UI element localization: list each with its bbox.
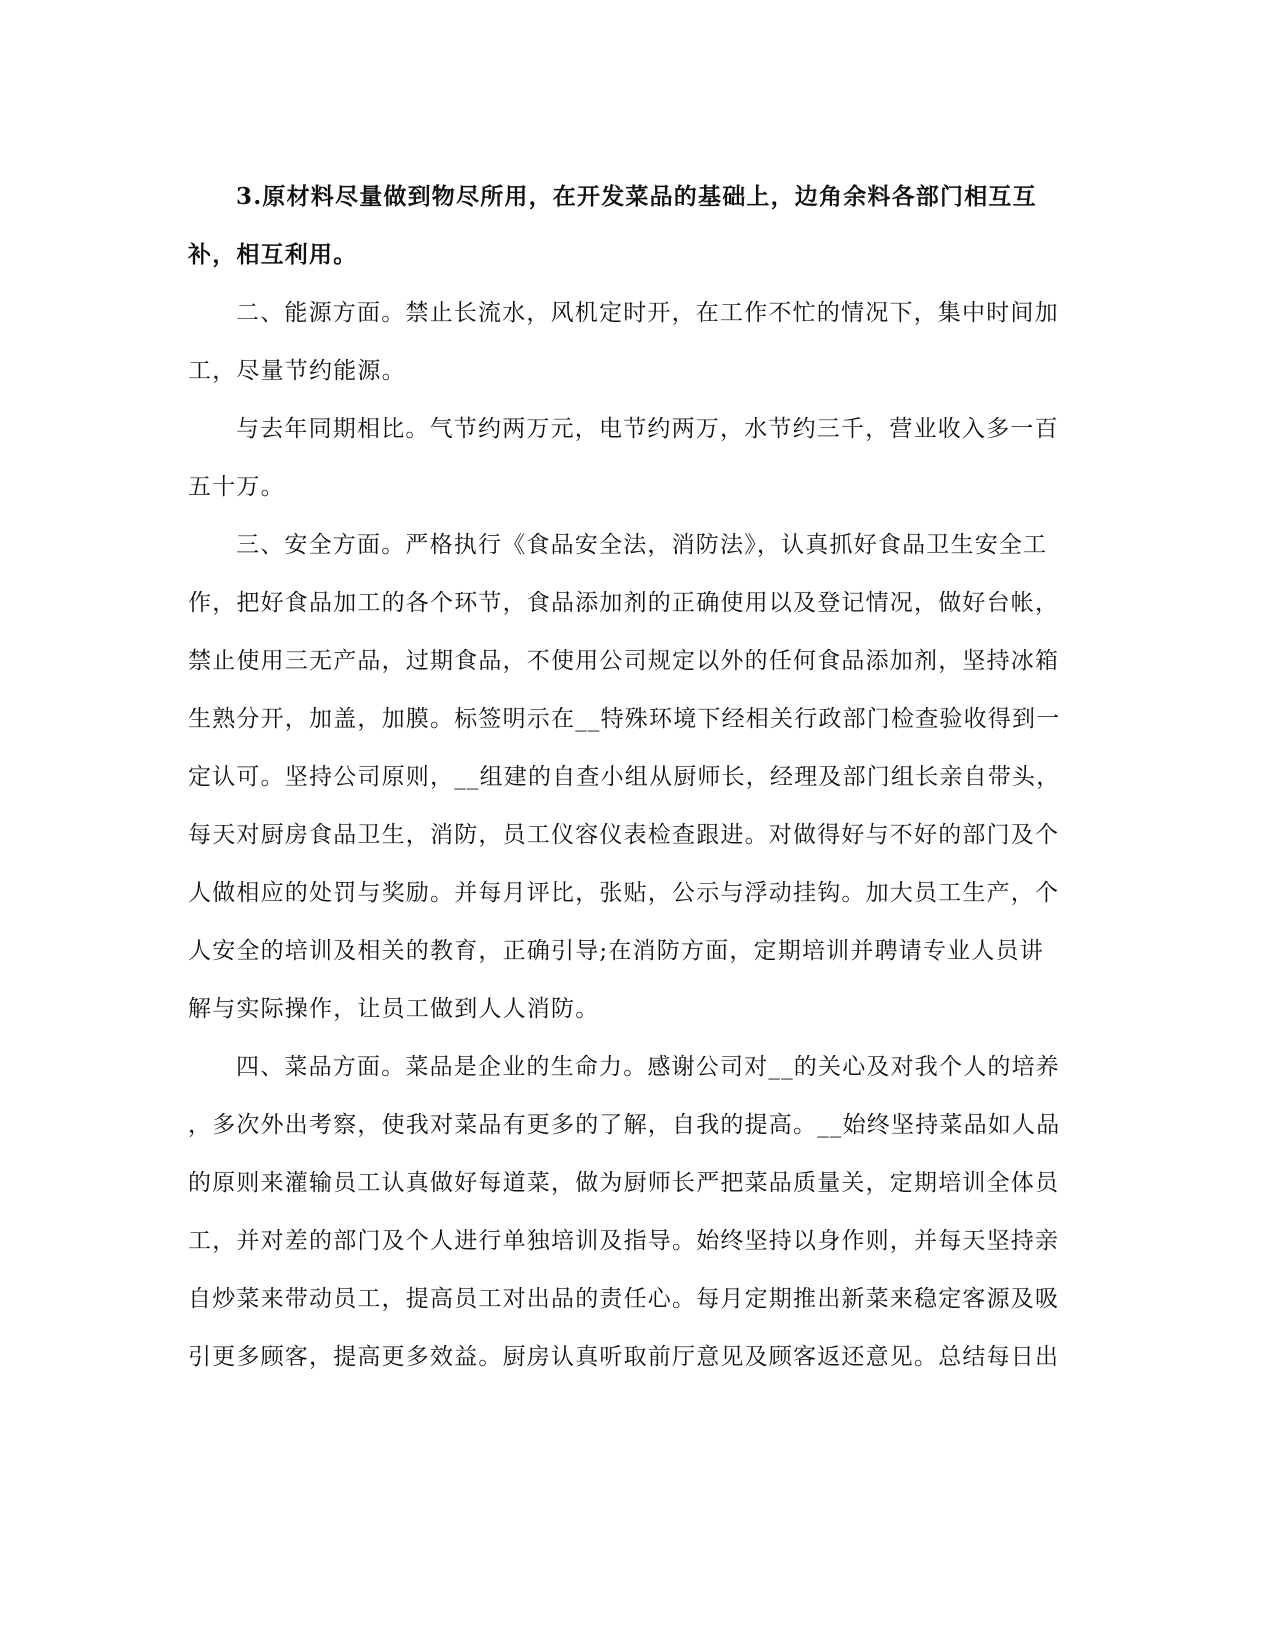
paragraph-comparison — [188, 400, 1088, 516]
text-line: 工，尽量节约能源。 — [188, 358, 406, 384]
text-line: 二、能源方面。禁止长流水，风机定时开，在工作不忙的情况下，集中时间加 — [236, 300, 1059, 326]
text-line: 补，相互利用。 — [188, 241, 358, 268]
text-line: 的原则来灌输员工认真做好每道菜，做为厨师长严把菜品质量关，定期培训全体员 — [188, 1170, 1060, 1196]
paragraph-safety — [188, 516, 1088, 1038]
text-line: 引更多顾客，提高更多效益。厨房认真听取前厅意见及顾客返还意见。总结每日出 — [188, 1344, 1060, 1370]
text-line: 解与实际操作，让员工做到人人消防。 — [188, 996, 600, 1022]
text-line: 每天对厨房食品卫生，消防，员工仪容仪表检查跟进。对做得好与不好的部门及个 — [188, 822, 1060, 848]
text-line: 五十万。 — [188, 474, 285, 500]
text-line: 人做相应的处罚与奖励。并每月评比，张贴，公示与浮动挂钩。加大员工生产，个 — [188, 880, 1060, 906]
text-line: 四、菜品方面。菜品是企业的生命力。感谢公司对__的关心及对我个人的培养 — [236, 1054, 1060, 1080]
text-line: 3.原材料尽量做到物尽所用，在开发菜品的基础上，边角余料各部门相互互 — [236, 183, 1037, 210]
text-line: 生熟分开，加盖，加膜。标签明示在__特殊环境下经相关行政部门检查验收得到一 — [188, 706, 1061, 732]
document-body — [188, 168, 1088, 1386]
text-line: 工，并对差的部门及个人进行单独培训及指导。始终坚持以身作则，并每天坚持亲 — [188, 1228, 1060, 1254]
text-line: 人安全的培训及相关的教育，正确引导;在消防方面，定期培训并聘请专业人员讲 — [188, 938, 1044, 964]
text-line: ，多次外出考察，使我对菜品有更多的了解，自我的提高。__始终坚持菜品如人品 — [188, 1112, 1061, 1138]
text-line: 三、安全方面。严格执行《食品安全法，消防法》，认真抓好食品卫生安全工 — [236, 532, 1048, 558]
text-line: 定认可。坚持公司原则，__组建的自查小组从厨师长，经理及部门组长亲自带头， — [188, 764, 1061, 790]
paragraph-dishes — [188, 1038, 1088, 1386]
paragraph-raw-materials — [188, 168, 1088, 284]
text-line: 禁止使用三无产品，过期食品，不使用公司规定以外的任何食品添加剂，坚持冰箱 — [188, 648, 1060, 674]
text-line: 自炒菜来带动员工，提高员工对出品的责任心。每月定期推出新菜来稳定客源及吸 — [188, 1286, 1060, 1312]
text-line: 作，把好食品加工的各个环节，食品添加剂的正确使用以及登记情况，做好台帐， — [188, 590, 1060, 616]
paragraph-energy — [188, 284, 1088, 400]
text-line: 与去年同期相比。气节约两万元，电节约两万，水节约三千，营业收入多一百 — [236, 416, 1059, 442]
